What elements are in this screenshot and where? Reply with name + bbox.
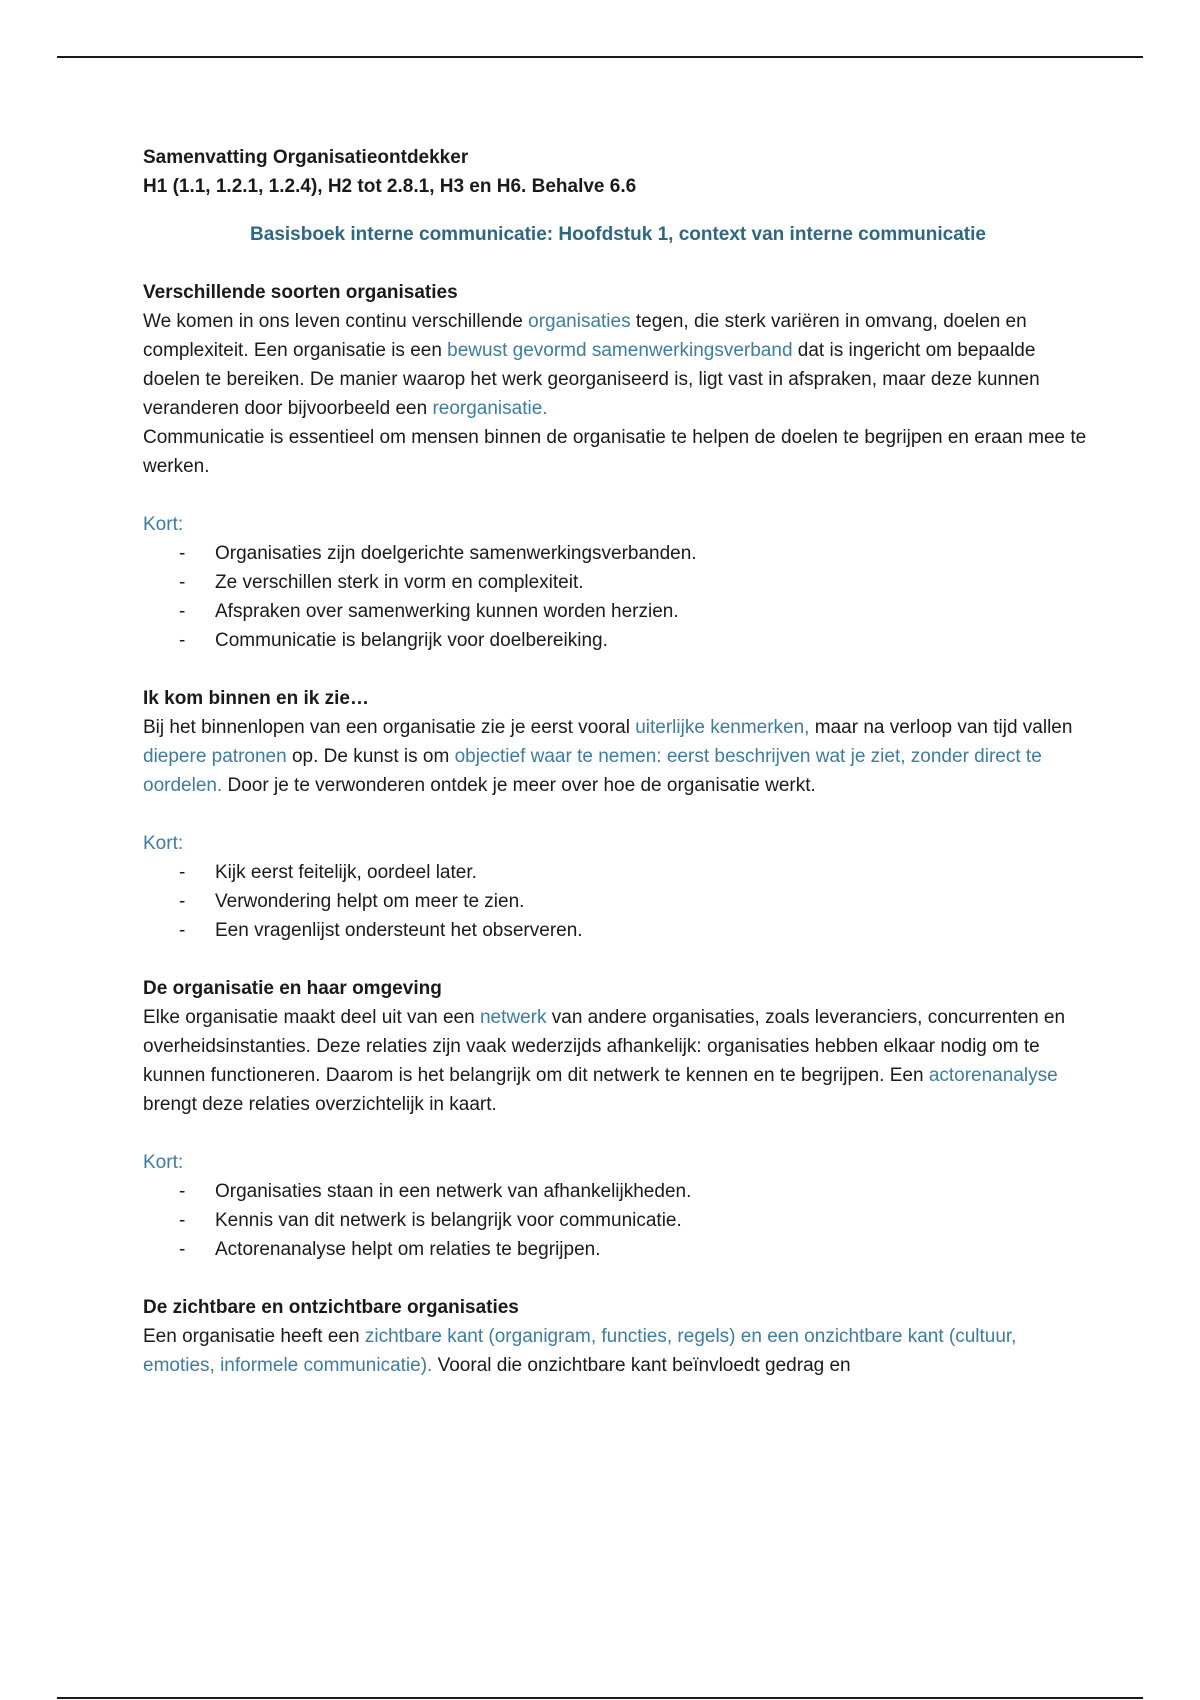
bullet-dash-icon: -: [179, 1239, 186, 1260]
highlighted-term: organisaties: [528, 311, 631, 332]
paragraph-text: dat is ingericht om bepaalde doelen te bereiken. De manier waarop het werk georganiseerd is, ligt vast in afspraken, maar deze kunnen veranderen door bijvoorbeeld een: [143, 340, 1040, 419]
bullet-dash-icon: -: [179, 572, 186, 593]
summary-list-item: [143, 597, 1093, 626]
summary-list-item: [143, 626, 1093, 655]
section-paragraph: [143, 1322, 1093, 1380]
bullet-dash-icon: -: [179, 862, 186, 883]
summary-list-item: [143, 1235, 1093, 1264]
document-title: Samenvatting Organisatieontdekker: [143, 147, 469, 168]
summary-list-item: [143, 568, 1093, 597]
summary-list-text: Organisaties zijn doelgerichte samenwerkingsverbanden.: [215, 543, 697, 564]
section-heading: Verschillende soorten organisaties: [143, 282, 458, 303]
summary-list-text: Kijk eerst feitelijk, oordeel later.: [215, 862, 477, 883]
paragraph-text: Elke organisatie maakt deel uit van een: [143, 1007, 480, 1028]
section-paragraph: [143, 307, 1093, 423]
section-verschillende-soorten: [143, 278, 1093, 655]
summary-list-text: Ze verschillen sterk in vorm en complexiteit.: [215, 572, 584, 593]
summary-list: [143, 858, 1093, 945]
highlighted-term: zichtbare kant (organigram, functies, regels) en een onzichtbare kant (cultuur, emoties, informele communicatie).: [143, 1326, 1017, 1376]
section-zichtbare-onzichtbare: [143, 1293, 1093, 1380]
highlighted-term: objectief waar te nemen: eerst beschrijven wat je ziet, zonder direct te oordelen.: [143, 746, 1042, 796]
document-body: [143, 143, 1093, 1380]
summary-label: Kort:: [143, 1152, 184, 1173]
section-heading: De organisatie en haar omgeving: [143, 978, 442, 999]
highlighted-term: diepere patronen: [143, 746, 287, 767]
summary-list-text: Kennis van dit netwerk is belangrijk voor communicatie.: [215, 1210, 682, 1231]
section-paragraph: [143, 423, 1093, 481]
summary-list: [143, 1177, 1093, 1264]
top-rule: [57, 56, 1143, 58]
paragraph-text: tegen, die sterk variëren in omvang, doelen en complexiteit. Een organisatie is een: [143, 311, 1027, 361]
summary-list-item: [143, 887, 1093, 916]
highlighted-term: reorganisatie.: [432, 398, 548, 419]
summary-block: [143, 829, 1093, 945]
section-heading: Ik kom binnen en ik zie…: [143, 688, 369, 709]
summary-list-text: Afspraken over samenwerking kunnen worden herzien.: [215, 601, 679, 622]
highlighted-term: actorenanalyse: [928, 1065, 1058, 1086]
paragraph-text: Door je te verwonderen ontdek je meer over hoe de organisatie werkt.: [222, 775, 816, 796]
highlighted-term: netwerk: [479, 1007, 547, 1028]
summary-list-text: Een vragenlijst ondersteunt het observeren.: [215, 920, 583, 941]
bullet-dash-icon: -: [179, 1210, 186, 1231]
bullet-dash-icon: -: [179, 601, 186, 622]
bullet-dash-icon: -: [179, 543, 186, 564]
paragraph-text: van andere organisaties, zoals leveranciers, concurrenten en overheidsinstanties. Deze relaties zijn vaak wederzijds afhankelijk: organisaties hebben elkaar nodig om te kunnen functioneren. Daarom is het belangrijk om dit netwerk te kennen en te begrijpen. Een: [143, 1007, 1066, 1086]
section-organisatie-omgeving: [143, 974, 1093, 1264]
paragraph-text: Communicatie is essentieel om mensen binnen de organisatie te helpen de doelen te begrijpen en eraan mee te werken.: [143, 427, 1087, 477]
summary-list-text: Communicatie is belangrijk voor doelbereiking.: [215, 630, 608, 651]
summary-list-item: [143, 858, 1093, 887]
summary-block: [143, 510, 1093, 655]
paragraph-text: Een organisatie heeft een: [143, 1326, 365, 1347]
summary-block: [143, 1148, 1093, 1264]
summary-list-item: [143, 1206, 1093, 1235]
bullet-dash-icon: -: [179, 630, 186, 651]
paragraph-text: brengt deze relaties overzichtelijk in kaart.: [143, 1094, 497, 1115]
section-paragraph: [143, 1003, 1093, 1119]
summary-list-item: [143, 1177, 1093, 1206]
summary-list-text: Organisaties staan in een netwerk van afhankelijkheden.: [215, 1181, 692, 1202]
paragraph-text: op. De kunst is om: [286, 746, 455, 767]
highlighted-term: bewust gevormd samenwerkingsverband: [447, 340, 793, 361]
summary-label: Kort:: [143, 514, 184, 535]
paragraph-text: Vooral die onzichtbare kant beïnvloedt gedrag en: [432, 1355, 851, 1376]
document-scope: H1 (1.1, 1.2.1, 1.2.4), H2 tot 2.8.1, H3 en H6. Behalve 6.6: [143, 176, 637, 197]
summary-list-text: Verwondering helpt om meer te zien.: [215, 891, 525, 912]
bullet-dash-icon: -: [179, 891, 186, 912]
summary-list: [143, 539, 1093, 655]
bottom-rule: [57, 1697, 1143, 1699]
section-paragraph: [143, 713, 1093, 800]
highlighted-term: uiterlijke kenmerken,: [635, 717, 810, 738]
summary-list-item: [143, 539, 1093, 568]
paragraph-text: Bij het binnenlopen van een organisatie zie je eerst vooral: [143, 717, 636, 738]
paragraph-text: maar na verloop van tijd vallen: [809, 717, 1073, 738]
paragraph-text: We komen in ons leven continu verschillende: [143, 311, 529, 332]
section-ik-kom-binnen: [143, 684, 1093, 945]
chapter-heading: Basisboek interne communicatie: Hoofdstuk 1, context van interne communicatie: [250, 224, 986, 245]
bullet-dash-icon: -: [179, 1181, 186, 1202]
summary-label: Kort:: [143, 833, 184, 854]
section-heading: De zichtbare en ontzichtbare organisaties: [143, 1297, 519, 1318]
summary-list-item: [143, 916, 1093, 945]
summary-list-text: Actorenanalyse helpt om relaties te begrijpen.: [215, 1239, 601, 1260]
bullet-dash-icon: -: [179, 920, 186, 941]
